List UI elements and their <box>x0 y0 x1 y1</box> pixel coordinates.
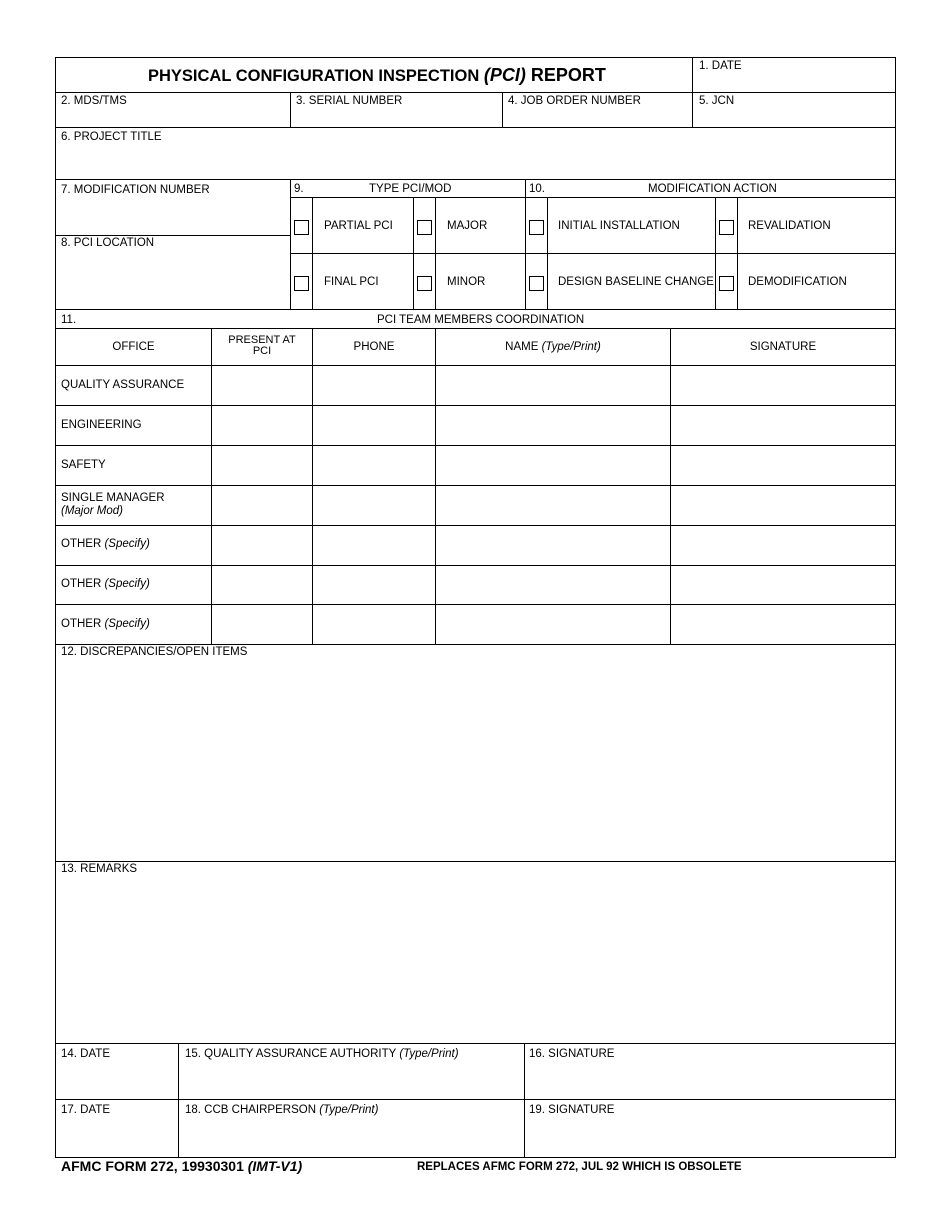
col-header-name: NAME (Type/Print) <box>505 341 601 353</box>
project-title-field[interactable] <box>56 146 895 178</box>
signature-19-field[interactable] <box>525 1119 895 1156</box>
rule-h <box>55 1043 896 1044</box>
pci-location-field[interactable] <box>56 252 289 308</box>
rule-h <box>55 309 896 310</box>
row-label-other-2: OTHER (Specify) <box>61 578 150 590</box>
row-label-engineering: ENGINEERING <box>61 419 142 431</box>
major-label: MAJOR <box>447 220 488 232</box>
rule-h <box>55 235 290 236</box>
team-cell-safety-phone[interactable] <box>313 446 435 485</box>
project-title-label: 6. PROJECT TITLE <box>61 131 162 143</box>
team-cell-qa-name[interactable] <box>436 366 670 405</box>
revalidation-checkbox[interactable] <box>719 220 734 235</box>
team-cell-other-1-name[interactable] <box>436 526 670 565</box>
rule-v <box>435 197 436 309</box>
date-field[interactable] <box>693 74 895 92</box>
rule-h <box>55 127 896 128</box>
serial-number-field[interactable] <box>291 109 501 126</box>
form-title: PHYSICAL CONFIGURATION INSPECTION (PCI) REPORT <box>148 65 606 85</box>
team-cell-other-3-signature[interactable] <box>671 605 895 644</box>
remarks-label: 13. REMARKS <box>61 863 138 875</box>
team-cell-safety-present[interactable] <box>212 446 312 485</box>
type-pci-mod-number: 9. <box>294 183 304 195</box>
demodification-checkbox[interactable] <box>719 276 734 291</box>
team-cell-safety-signature[interactable] <box>671 446 895 485</box>
modification-action-label: MODIFICATION ACTION <box>648 183 777 195</box>
team-cell-other-3-phone[interactable] <box>313 605 435 644</box>
rule-h <box>55 644 896 645</box>
revalidation-label: REVALIDATION <box>748 220 831 232</box>
date-17-label: 17. DATE <box>61 1104 110 1116</box>
col-header-present-line2: PCI <box>252 345 272 357</box>
final-pci-checkbox[interactable] <box>294 276 309 291</box>
discrepancies-field[interactable] <box>56 662 895 860</box>
team-cell-qa-signature[interactable] <box>671 366 895 405</box>
rule-v <box>737 197 738 309</box>
team-cell-single-manager-name[interactable] <box>436 486 670 525</box>
team-cell-engineering-present[interactable] <box>212 406 312 445</box>
team-cell-other-2-signature[interactable] <box>671 566 895 604</box>
team-cell-other-2-present[interactable] <box>212 566 312 604</box>
final-pci-label: FINAL PCI <box>324 276 379 288</box>
minor-checkbox[interactable] <box>417 276 432 291</box>
type-pci-mod-label: TYPE PCI/MOD <box>369 183 452 195</box>
team-cell-other-2-phone[interactable] <box>313 566 435 604</box>
job-order-number-field[interactable] <box>503 109 691 126</box>
col-header-signature: SIGNATURE <box>749 341 817 353</box>
col-header-present-line1: PRESENT AT <box>228 334 296 346</box>
team-cell-other-3-name[interactable] <box>436 605 670 644</box>
mds-tms-field[interactable] <box>56 109 289 126</box>
signature-16-label: 16. SIGNATURE <box>529 1048 615 1060</box>
rule-v <box>312 197 313 309</box>
rule-h <box>290 197 896 198</box>
partial-pci-checkbox[interactable] <box>294 220 309 235</box>
row-label-other-1: OTHER (Specify) <box>61 538 150 550</box>
team-cell-qa-present[interactable] <box>212 366 312 405</box>
qa-authority-label: 15. QUALITY ASSURANCE AUTHORITY (Type/Print) <box>185 1048 459 1060</box>
job-order-number-label: 4. JOB ORDER NUMBER <box>508 95 641 107</box>
modification-number-field[interactable] <box>56 199 289 234</box>
modification-action-number: 10. <box>529 183 545 195</box>
date-14-field[interactable] <box>56 1063 177 1098</box>
rule-v <box>547 197 548 309</box>
team-cell-other-1-signature[interactable] <box>671 526 895 565</box>
major-checkbox[interactable] <box>417 220 432 235</box>
footer-replaces-notice: REPLACES AFMC FORM 272, JUL 92 WHICH IS OBSOLETE <box>417 1161 742 1173</box>
col-header-phone: PHONE <box>353 341 395 353</box>
col-header-office: OFFICE <box>112 341 155 353</box>
ccb-chairperson-field[interactable] <box>179 1119 523 1156</box>
initial-installation-checkbox[interactable] <box>529 220 544 235</box>
rule-v <box>525 179 526 309</box>
team-cell-qa-phone[interactable] <box>313 366 435 405</box>
row-label-quality-assurance: QUALITY ASSURANCE <box>61 379 185 391</box>
jcn-field[interactable] <box>693 109 895 126</box>
serial-number-label: 3. SERIAL NUMBER <box>296 95 403 107</box>
team-cell-engineering-name[interactable] <box>436 406 670 445</box>
rule-h <box>55 861 896 862</box>
team-cell-safety-name[interactable] <box>436 446 670 485</box>
remarks-field[interactable] <box>56 878 895 1042</box>
partial-pci-label: PARTIAL PCI <box>324 220 393 232</box>
rule-v <box>715 197 716 309</box>
row-label-other-3: OTHER (Specify) <box>61 618 150 630</box>
signature-19-label: 19. SIGNATURE <box>529 1104 615 1116</box>
rule-h <box>55 1099 896 1100</box>
team-section-number: 11. <box>61 314 77 326</box>
rule-h <box>55 179 896 180</box>
team-cell-engineering-phone[interactable] <box>313 406 435 445</box>
row-label-single-manager: SINGLE MANAGER (Major Mod) <box>61 492 165 517</box>
design-baseline-change-label: DESIGN BASELINE CHANGE <box>558 276 714 288</box>
team-cell-other-1-phone[interactable] <box>313 526 435 565</box>
team-cell-single-manager-signature[interactable] <box>671 486 895 525</box>
team-cell-other-2-name[interactable] <box>436 566 670 604</box>
rule-h <box>55 92 896 93</box>
pci-location-label: 8. PCI LOCATION <box>61 237 155 249</box>
rule-v <box>413 197 414 309</box>
team-cell-engineering-signature[interactable] <box>671 406 895 445</box>
row-label-safety: SAFETY <box>61 459 106 471</box>
mds-tms-label: 2. MDS/TMS <box>61 95 127 107</box>
date-17-field[interactable] <box>56 1119 177 1156</box>
team-section-title: PCI TEAM MEMBERS COORDINATION <box>377 314 585 326</box>
team-cell-single-manager-present[interactable] <box>212 486 312 525</box>
qa-authority-field[interactable] <box>179 1063 523 1098</box>
team-cell-single-manager-phone[interactable] <box>313 486 435 525</box>
footer-form-number: AFMC FORM 272, 19930301 (IMT-V1) <box>61 1158 303 1174</box>
ccb-chairperson-label: 18. CCB CHAIRPERSON (Type/Print) <box>185 1104 379 1116</box>
jcn-label: 5. JCN <box>699 95 735 107</box>
team-cell-other-1-present[interactable] <box>212 526 312 565</box>
demodification-label: DEMODIFICATION <box>748 276 847 288</box>
initial-installation-label: INITIAL INSTALLATION <box>558 220 680 232</box>
discrepancies-label: 12. DISCREPANCIES/OPEN ITEMS <box>61 646 248 658</box>
minor-label: MINOR <box>447 276 486 288</box>
date-label: 1. DATE <box>699 60 742 72</box>
design-baseline-change-checkbox[interactable] <box>529 276 544 291</box>
rule-h <box>55 328 896 329</box>
signature-16-field[interactable] <box>525 1063 895 1098</box>
team-cell-other-3-present[interactable] <box>212 605 312 644</box>
rule-h <box>290 253 896 254</box>
rule-v <box>290 179 291 309</box>
col-header-present <box>212 335 312 357</box>
date-14-label: 14. DATE <box>61 1048 110 1060</box>
modification-number-label: 7. MODIFICATION NUMBER <box>61 184 210 196</box>
